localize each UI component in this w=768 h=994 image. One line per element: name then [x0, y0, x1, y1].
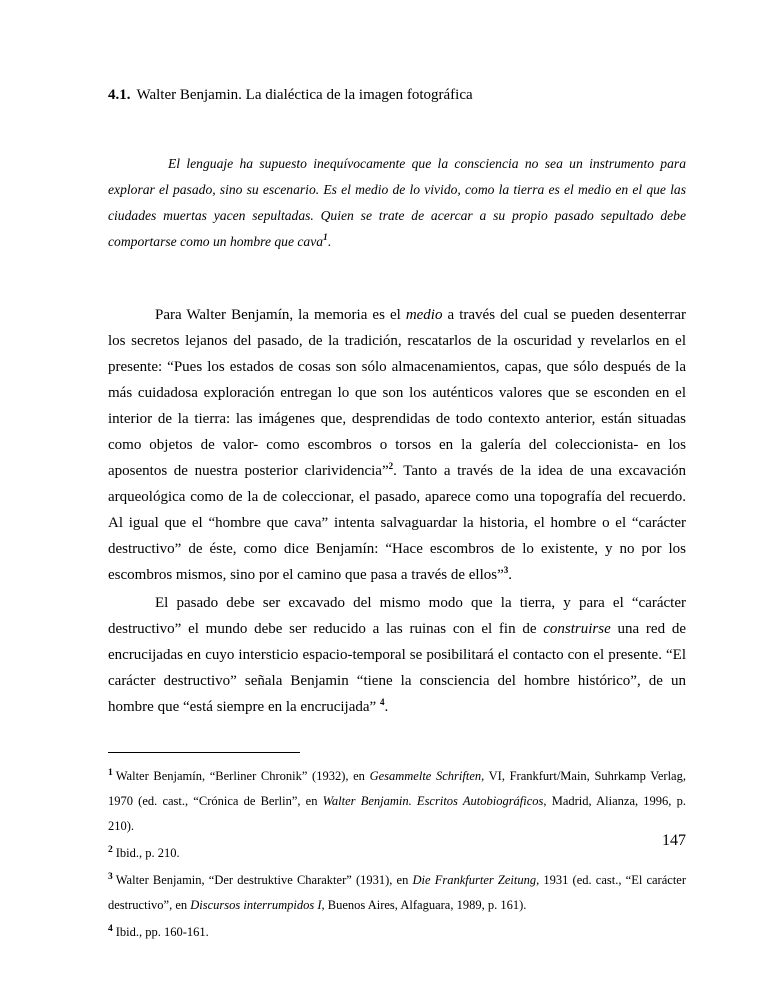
footnote-marker: 1	[108, 768, 113, 778]
text-run: .	[327, 234, 331, 249]
emphasized-text: medio	[405, 307, 443, 323]
text-run: , Buenos Aires, Alfaguara, 1989, p. 161).	[321, 898, 527, 912]
footnote-marker: 2	[388, 461, 394, 471]
text-run: Para Walter Benjamín, la memoria es el	[155, 307, 406, 323]
emphasized-text: Discursos interrumpidos I	[190, 898, 322, 912]
text-run: , VI, Frankfurt/Main, Suhrkamp Verlag, 1970 (ed. cast., “Crónica de Berlin”, en	[108, 769, 686, 808]
section-heading	[108, 84, 686, 106]
footnote-marker: 4	[379, 697, 385, 707]
text-run: Ibid., pp. 160-161.	[115, 925, 209, 939]
text-run: , 1931 (ed. cast., “El carácter destructivo”, en	[108, 873, 687, 912]
text-run: Ibid., p. 210.	[115, 846, 180, 860]
footnote-marker: 2	[108, 845, 113, 855]
text-run: .	[384, 699, 389, 715]
footnote	[108, 841, 686, 866]
body-paragraph	[108, 302, 686, 588]
footnote-separator	[108, 752, 300, 753]
text-run: , Madrid, Alianza, 1996, p. 210).	[108, 794, 686, 833]
footnote	[108, 764, 686, 839]
footnote-marker: 3	[108, 872, 113, 882]
footnote-marker: 1	[323, 232, 328, 242]
text-run: . Tanto a través de la idea de una excavación arqueológica como de la de coleccionar, el pasado, aparece como una topografía del recuerdo. Al igual que el “hombre que cava” intenta salvaguardar la historia, el hombre o el “carácter destructivo” de éste, como dice Benjamín: “Hace escombros de lo existente, y no por los escombros mismos, sino por el camino que pasa a través de ellos”	[108, 463, 686, 583]
footnote-marker: 4	[108, 924, 113, 934]
section-title: Walter Benjamin. La dialéctica de la imagen fotográfica	[136, 87, 473, 103]
footnote	[108, 920, 686, 945]
text-run: una red de encrucijadas en cuyo intersticio espacio-temporal se posibilitará el contacto con el presente. “El carácter destructivo” señala Benjamin “tiene la consciencia del hombre histórico”, de un hombre que “está siempre en la encrucijada”	[108, 621, 686, 715]
text-run: .	[508, 567, 512, 583]
epigraph-quote	[108, 151, 686, 255]
text-run: Walter Benjamín, “Berliner Chronik” (1932), en	[115, 769, 370, 783]
footnotes	[108, 764, 686, 947]
page-number: 147	[662, 832, 686, 849]
text-run: El pasado debe ser excavado del mismo modo que la tierra, y para el “carácter destructivo” el mundo debe ser reducido a las ruinas con el fin de	[108, 595, 686, 637]
text-run: El lenguaje ha supuesto inequívocamente que la consciencia no sea un instrumento para explorar el pasado, sino su escenario. Es el medio de lo vivido, como la tierra es el medio en el que las ciudades muertas yacen sepultadas. Quien se trate de acercar a su propio pasado sepultado debe comportarse como un hombre que cava	[108, 156, 686, 249]
text-run: a través del cual se pueden desenterrar los secretos lejanos del pasado, de la tradición, rescatarlos de la oscuridad y revelarlos en el presente: “Pues los estados de cosas son sólo almacenamientos, capas, que sólo después de la más cuidadosa exploración entregan lo que son los auténticos valores que se esconden en el interior de la tierra: las imágenes que, desprendidas de todo contexto anterior, están situadas como objetos de valor- como escombros o torsos en la galería del coleccionista- en los aposentos de nuestra posterior clarividencia”	[108, 307, 686, 479]
text-run: Walter Benjamin, “Der destruktive Charakter” (1931), en	[115, 873, 413, 887]
emphasized-text: Walter Benjamin. Escritos Autobiográficos	[322, 794, 544, 808]
emphasized-text: Die Frankfurter Zeitung	[412, 873, 537, 887]
body-paragraph	[108, 590, 686, 720]
footnote-marker: 3	[503, 565, 509, 575]
emphasized-text: construirse	[543, 621, 611, 637]
emphasized-text: Gesammelte Schriften	[369, 769, 482, 783]
footnote	[108, 868, 686, 918]
section-number: 4.1.	[108, 87, 131, 103]
